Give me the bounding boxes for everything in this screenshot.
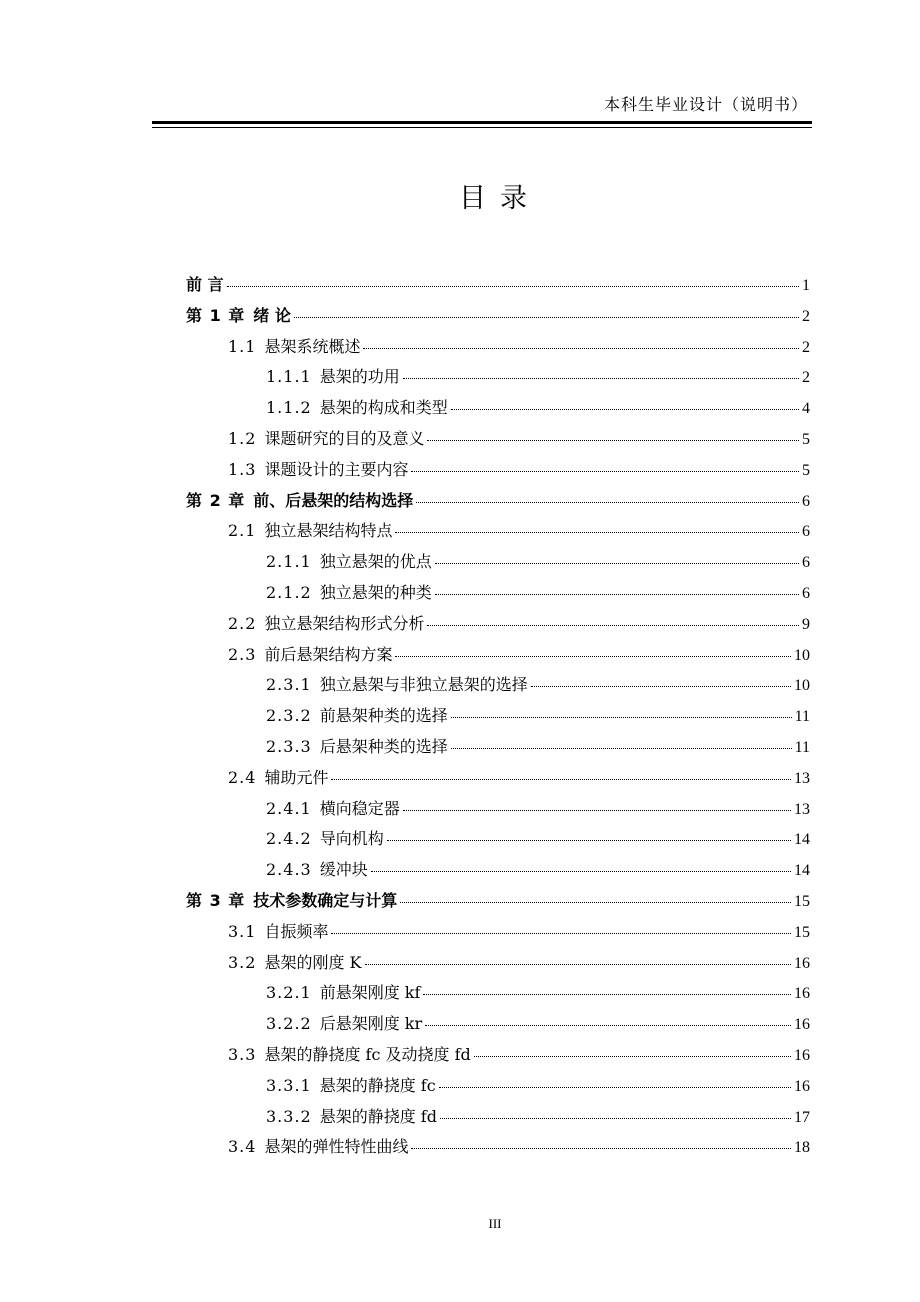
toc-entry-number: 3.2.2 (266, 1014, 312, 1034)
toc-entry[interactable] (186, 826, 810, 857)
toc-entry-number: 1.1 (228, 336, 257, 356)
toc-entry-label: 前悬架刚度 kf (319, 983, 421, 1003)
toc-dot-leader (294, 317, 799, 318)
toc-entry[interactable] (186, 488, 810, 519)
toc-entry[interactable] (186, 642, 810, 673)
toc-entry-page: 4 (802, 400, 810, 418)
toc-entry-page: 6 (802, 554, 810, 572)
toc-dot-leader (365, 964, 792, 965)
toc-entry[interactable] (186, 672, 810, 703)
toc-entry-label: 悬架系统概述 (264, 336, 361, 356)
toc-entry[interactable] (186, 1073, 810, 1104)
toc-entry[interactable] (186, 549, 810, 580)
toc-entry[interactable] (186, 1042, 810, 1073)
toc-entry[interactable] (186, 364, 810, 395)
toc-entry-page: 16 (794, 1046, 810, 1064)
toc-entry-label: 独立悬架的优点 (319, 552, 432, 572)
toc-entry-label: 独立悬架结构特点 (264, 521, 393, 541)
toc-entry-label: 悬架的静挠度 fc (319, 1075, 436, 1095)
toc-entry-number: 第 3 章 (186, 890, 246, 910)
toc-dot-leader (451, 409, 799, 410)
toc-entry-number: 2.3.2 (266, 706, 312, 726)
toc-entry-label: 前、后悬架的结构选择 (253, 490, 414, 510)
toc-entry-number: 2.1 (228, 521, 257, 541)
toc-entry-label: 独立悬架结构形式分析 (264, 613, 425, 633)
toc-entry-number: 3.3 (228, 1044, 257, 1064)
toc-entry-page: 6 (802, 584, 810, 602)
toc-entry[interactable] (186, 426, 810, 457)
toc-entry-page: 15 (794, 892, 810, 910)
toc-entry[interactable] (186, 703, 810, 734)
toc-entry[interactable] (186, 1134, 810, 1165)
toc-entry-page: 6 (802, 523, 810, 541)
toc-dot-leader (451, 717, 792, 718)
toc-entry[interactable] (186, 734, 810, 765)
toc-entry-number: 1.2 (228, 428, 257, 448)
toc-dot-leader (423, 994, 791, 995)
toc-dot-leader (425, 1025, 791, 1026)
toc-dot-leader (227, 286, 799, 287)
toc-entry-page: 16 (794, 985, 810, 1003)
toc-entry-number: 2.4 (228, 767, 257, 787)
toc-entry-number: 1.3 (228, 459, 257, 479)
toc-dot-leader (331, 933, 791, 934)
table-of-contents (186, 272, 810, 1165)
toc-entry-label: 前 言 (186, 275, 224, 294)
toc-entry-page: 18 (794, 1139, 810, 1157)
toc-entry[interactable] (186, 457, 810, 488)
toc-dot-leader (395, 656, 791, 657)
toc-dot-leader (411, 1148, 791, 1149)
toc-entry-label: 绪 论 (253, 305, 291, 325)
toc-dot-leader (403, 378, 799, 379)
toc-entry-label: 独立悬架的种类 (319, 582, 432, 602)
toc-dot-leader (440, 1118, 791, 1119)
toc-entry-label: 后悬架种类的选择 (319, 736, 448, 756)
header-rule-thin (152, 127, 812, 128)
toc-entry-number: 第 1 章 (186, 305, 246, 325)
toc-entry-number: 第 2 章 (186, 490, 246, 510)
toc-dot-leader (427, 625, 799, 626)
toc-entry-number: 2.1.1 (266, 552, 312, 572)
toc-entry[interactable] (186, 919, 810, 950)
toc-entry-page: 16 (794, 1077, 810, 1095)
toc-entry[interactable] (186, 611, 810, 642)
toc-entry[interactable] (186, 950, 810, 981)
toc-entry[interactable] (186, 796, 810, 827)
toc-entry-page: 2 (802, 307, 810, 325)
toc-entry-label: 悬架的功用 (319, 367, 400, 387)
toc-entry-number: 1.1.1 (266, 367, 312, 387)
toc-dot-leader (435, 563, 799, 564)
toc-entry-number: 2.3 (228, 644, 257, 664)
toc-entry-page: 16 (794, 1016, 810, 1034)
toc-entry-number: 2.3.3 (266, 736, 312, 756)
toc-dot-leader (403, 810, 791, 811)
toc-entry-label: 辅助元件 (264, 767, 329, 787)
toc-entry[interactable] (186, 272, 810, 303)
toc-dot-leader (439, 1087, 791, 1088)
toc-entry-page: 17 (794, 1108, 810, 1126)
toc-entry[interactable] (186, 980, 810, 1011)
toc-dot-leader (395, 532, 799, 533)
toc-entry-label: 导向机构 (319, 829, 384, 849)
toc-entry-label: 前悬架种类的选择 (319, 706, 448, 726)
toc-entry-page: 2 (802, 338, 810, 356)
toc-entry-number: 3.4 (228, 1137, 257, 1157)
toc-entry-number: 3.3.2 (266, 1106, 312, 1126)
toc-dot-leader (531, 686, 791, 687)
toc-entry-page: 1 (802, 277, 810, 294)
toc-entry-number: 3.2 (228, 952, 257, 972)
toc-entry-page: 5 (802, 461, 810, 479)
header-rule-thick (152, 121, 812, 124)
toc-entry-label: 悬架的刚度 K (264, 952, 362, 972)
toc-entry-label: 缓冲块 (319, 860, 368, 880)
toc-entry-number: 2.1.2 (266, 582, 312, 602)
toc-entry[interactable] (186, 518, 810, 549)
toc-entry-page: 15 (794, 923, 810, 941)
toc-entry-page: 6 (802, 492, 810, 510)
toc-entry-page: 11 (794, 708, 810, 726)
toc-entry-page: 14 (794, 831, 810, 849)
toc-dot-leader (411, 471, 799, 472)
toc-dot-leader (451, 748, 792, 749)
toc-entry-label: 横向稳定器 (319, 798, 400, 818)
toc-entry-page: 14 (794, 862, 810, 880)
toc-entry[interactable] (186, 765, 810, 796)
toc-entry-label: 课题研究的目的及意义 (264, 428, 425, 448)
toc-dot-leader (427, 440, 799, 441)
running-header: 本科生毕业设计（说明书） (603, 95, 808, 114)
toc-entry-label: 悬架的静挠度 fd (319, 1106, 437, 1126)
toc-dot-leader (363, 348, 799, 349)
toc-entry-label: 悬架的弹性特性曲线 (264, 1137, 409, 1157)
toc-entry[interactable] (186, 857, 810, 888)
toc-entry-label: 独立悬架与非独立悬架的选择 (319, 675, 528, 695)
toc-entry-number: 2.3.1 (266, 675, 312, 695)
toc-dot-leader (371, 871, 791, 872)
toc-entry-page: 10 (794, 646, 810, 664)
toc-entry-label: 悬架的静挠度 fc 及动挠度 fd (264, 1044, 471, 1064)
toc-entry-number: 3.3.1 (266, 1075, 312, 1095)
toc-entry-page: 2 (802, 369, 810, 387)
toc-entry-number: 2.2 (228, 613, 257, 633)
toc-entry-number: 2.4.1 (266, 798, 312, 818)
toc-entry[interactable] (186, 395, 810, 426)
toc-entry-page: 11 (794, 738, 810, 756)
toc-entry[interactable] (186, 580, 810, 611)
toc-dot-leader (331, 779, 791, 780)
toc-entry[interactable] (186, 303, 810, 334)
toc-entry-number: 3.1 (228, 921, 257, 941)
toc-entry-number: 2.4.3 (266, 860, 312, 880)
toc-entry[interactable] (186, 1104, 810, 1135)
toc-entry-label: 前后悬架结构方案 (264, 644, 393, 664)
toc-dot-leader (416, 502, 799, 503)
toc-entry[interactable] (186, 888, 810, 919)
toc-dot-leader (400, 902, 791, 903)
toc-entry[interactable] (186, 334, 810, 365)
toc-dot-leader (435, 594, 799, 595)
toc-entry-label: 技术参数确定与计算 (253, 890, 398, 910)
toc-entry-number: 2.4.2 (266, 829, 312, 849)
toc-entry-page: 13 (794, 800, 810, 818)
toc-entry-page: 16 (794, 954, 810, 972)
toc-dot-leader (387, 840, 791, 841)
toc-entry-page: 10 (794, 677, 810, 695)
page-number: III (488, 1216, 502, 1231)
toc-entry-page: 5 (802, 430, 810, 448)
toc-entry-label: 课题设计的主要内容 (264, 459, 409, 479)
page-title: 目录 (459, 183, 541, 214)
toc-entry-number: 3.2.1 (266, 983, 312, 1003)
toc-entry[interactable] (186, 1011, 810, 1042)
toc-entry-label: 悬架的构成和类型 (319, 398, 448, 418)
toc-entry-page: 9 (802, 615, 810, 633)
toc-entry-label: 后悬架刚度 kr (319, 1014, 423, 1034)
toc-dot-leader (474, 1056, 791, 1057)
toc-entry-label: 自振频率 (264, 921, 329, 941)
toc-entry-number: 1.1.2 (266, 398, 312, 418)
toc-entry-page: 13 (794, 769, 810, 787)
